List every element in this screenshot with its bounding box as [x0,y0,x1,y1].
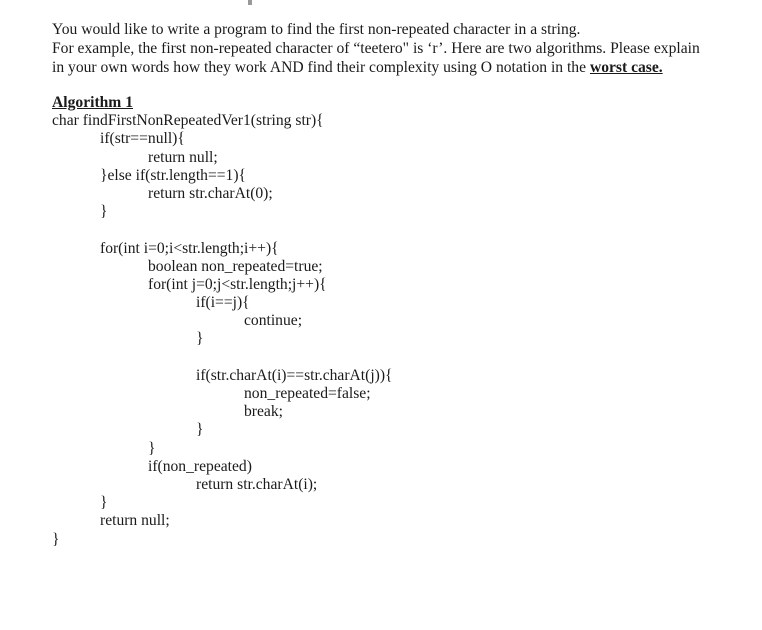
algorithm-heading: Algorithm 1 [52,94,133,111]
code-line: } [196,421,204,439]
code-line: return str.charAt(i); [196,475,318,493]
prompt-line-2: For example, the first non-repeated character of “teetero" is ‘r’. Here are two algorithms. Please explain [52,40,700,57]
code-line: }else if(str.length==1){ [100,166,247,184]
code-line: } [52,530,60,548]
code-line: continue; [244,312,303,330]
code-line [52,221,393,239]
code-line: return null; [148,148,218,166]
algorithm-1-code [52,94,393,549]
code-line: if(non_repeated) [148,457,252,475]
code-line: char findFirstNonRepeatedVer1(string str){ [52,112,324,130]
question-prompt [52,20,700,77]
code-line: boolean non_repeated=true; [148,257,323,275]
code-line [52,349,393,367]
code-line: } [100,203,108,221]
code-line: if(str==null){ [100,130,185,148]
prompt-line-3-text: in your own words how they work AND find their complexity using O notation in the [52,59,590,76]
prompt-line-1: You would like to write a program to find the first non-repeated character in a string. [52,21,581,38]
worst-case-emphasis: worst case. [589,59,663,76]
code-line: if(i==j){ [196,294,250,312]
code-line: non_repeated=false; [244,385,371,402]
code-line: break; [244,403,283,421]
code-lines [52,112,393,549]
code-line: } [196,330,204,348]
code-line: if(str.charAt(i)==str.charAt(j)){ [196,366,393,384]
cropped-text-fragment [248,0,252,5]
code-line: return str.charAt(0); [148,184,273,202]
code-line: for(int j=0;j<str.length;j++){ [148,275,327,293]
prompt-line-3 [52,58,700,77]
code-line: } [100,494,108,512]
code-line: for(int i=0;i<str.length;i++){ [100,239,279,257]
code-line: } [148,439,156,457]
code-line: return null; [100,512,170,530]
